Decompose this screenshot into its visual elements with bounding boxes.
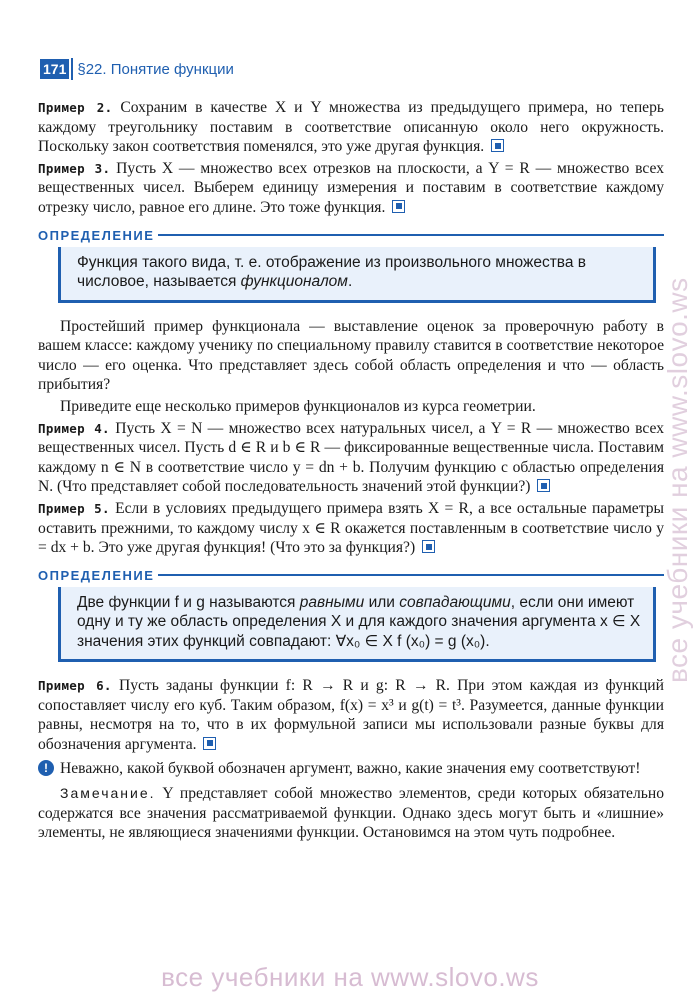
definition-heading xyxy=(38,568,664,583)
header-divider xyxy=(71,58,73,80)
end-of-example-icon xyxy=(392,200,405,213)
example-label: Пример 2. xyxy=(38,100,113,115)
example-5 xyxy=(38,499,664,558)
remark xyxy=(38,784,664,843)
definition-title: ОПРЕДЕЛЕНИЕ xyxy=(38,567,155,583)
definition-rule xyxy=(158,234,664,236)
definition-box xyxy=(58,587,656,663)
definition-heading xyxy=(38,228,664,243)
definition-block xyxy=(38,568,664,663)
definition-term: функционалом xyxy=(240,273,348,291)
remark-text: Y представляет собой множество элементов, среди которых обязательно содержатся все значения рассматриваемой функции. Однако здесь могут быть и «лишние» элементы, не являющиеся значениями функции. Остановимся на этом чуть подробнее. xyxy=(38,785,665,842)
important-note xyxy=(38,759,664,779)
page-number: 171 xyxy=(40,59,69,79)
definition-box xyxy=(58,247,656,303)
example-6 xyxy=(38,676,664,754)
example-4 xyxy=(38,419,664,497)
definition-term: совпадающими xyxy=(399,593,511,611)
example-text: Пусть X — множество всех отрезков на плоскости, а Y = R — множество всех вещественных чисел. Выберем единицу измерения и поставим в соответствие каждому отрезку число, равное его длине. Это тоже функция. xyxy=(38,159,664,216)
example-label: Пример 3. xyxy=(38,160,111,176)
paragraph: Приведите еще несколько примеров функционалов из курса геометрии. xyxy=(60,397,536,415)
definition-rule xyxy=(158,574,664,576)
example-text: Пусть заданы функции f: R → R и g: R → R. При этом каждая из функций сопоставляет числу его куб. Таким образом, f(x) = x³ и g(t) = t³. Разумеется, данные функции равны, несмотря на то, что в их формульной записи мы использовали разные буквы для обозначения аргумента. xyxy=(38,677,664,753)
definition-text-end: . xyxy=(347,273,353,291)
example-2 xyxy=(38,98,664,157)
side-watermark: все учебники на www.slovo.ws xyxy=(662,277,693,683)
definition-text: Функция такого вида, т. е. отображение из произвольного множества в числовое, называется xyxy=(77,253,587,291)
end-of-example-icon xyxy=(422,540,435,553)
definition-text: Две функции f и g называются xyxy=(77,593,300,611)
example-3 xyxy=(38,159,664,218)
end-of-example-icon xyxy=(537,479,550,492)
page-content xyxy=(38,98,664,845)
definition-title: ОПРЕДЕЛЕНИЕ xyxy=(38,227,155,243)
example-label: Пример 6. xyxy=(38,678,112,694)
remark-label: Замечание. xyxy=(60,785,156,802)
section-title: §22. Понятие функции xyxy=(77,60,234,78)
definition-term: равными xyxy=(299,593,365,611)
end-of-example-icon xyxy=(203,737,216,750)
example-text: Сохраним в качестве X и Y множества из предыдущего примера, но теперь каждому треугольнику поставим в соответствие описанную около него окружность. Поскольку закон соответствия поменялся, это уже другая функция. xyxy=(38,99,664,156)
definition-block xyxy=(38,228,664,303)
example-text: Пусть X = N — множество всех натуральных чисел, а Y = R — множество всех вещественных чисел. Пусть d ∈ R и b ∈ R — фиксированные вещественные числа. Поставим каждому n ∈ N в соответствие число y = dn + b. Получим функцию с областью определения N. (Что представляет собой последовательность значений этой функции?) xyxy=(38,419,665,496)
example-text: Если в условиях предыдущего примера взять X = R, а все остальные параметры оставить прежними, то каждому числу x ∈ R окажется поставленным в соответствие число y = dx + b. Это уже другая функция! (Что это за функция?) xyxy=(38,499,665,557)
bottom-watermark: все учебники на www.slovo.ws xyxy=(161,962,539,992)
example-label: Пример 5. xyxy=(38,500,110,516)
exclamation-icon: ! xyxy=(38,760,54,776)
definition-text: или xyxy=(364,593,400,611)
paragraph: Простейший пример функционала — выставление оценок за проверочную работу в вашем классе: каждому ученику по специальному правилу ставится в соответствие некоторое число — его оценка. Что представляет здесь собой область определения и что — область прибытия? xyxy=(38,317,664,394)
end-of-example-icon xyxy=(491,139,504,152)
example-label: Пример 4. xyxy=(38,420,110,436)
definition-text: , если они имеют одну и ту же область определения X и для каждого значения аргумента x ∈ X значения этих функций совпадают: ∀x₀ ∈ X f (x₀) = g (x₀). xyxy=(77,593,641,650)
note-text: Неважно, какой буквой обозначен аргумент, важно, какие значения ему соответствуют! xyxy=(60,759,641,777)
page-header xyxy=(40,58,234,80)
